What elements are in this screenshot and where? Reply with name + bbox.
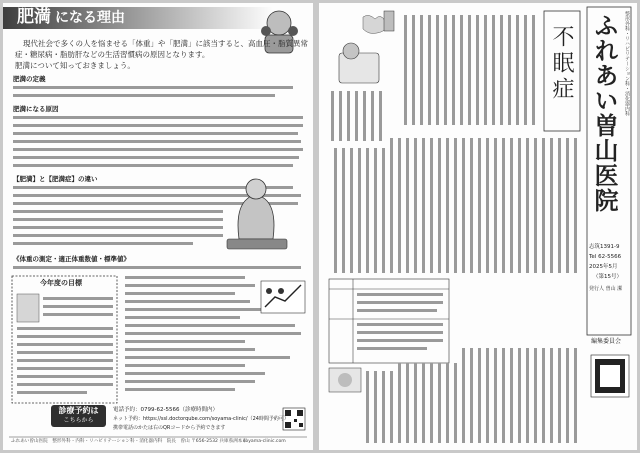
progress-chart-icon: [261, 281, 305, 313]
caption-illustration: [329, 368, 361, 392]
definition-text-block: [13, 86, 293, 97]
definition-heading: 肥満の定義: [13, 75, 46, 83]
contact-url[interactable]: ネット予約：https://ssl.doctorqube.com/soyama-clinic/（24時間予約可）: [113, 416, 289, 422]
intro-line-1: 現代社会で多くの人を悩ませる「体重」や「肥満」に該当すると、高血圧・脂質異常: [23, 39, 308, 48]
goal-box-text: [17, 294, 113, 394]
intro-line-3: 肥満について知っておきましょう。: [15, 61, 135, 70]
left-page-art: [3, 3, 313, 450]
bottom-text-columns: [366, 348, 577, 443]
editor-stamp: [591, 355, 629, 397]
right-page: [319, 3, 637, 450]
left-page: [3, 3, 313, 450]
measures-text-block: [13, 266, 301, 269]
doctor-photo: [17, 294, 39, 322]
causes-text-block: [13, 116, 303, 167]
masthead-tel: Tel 62-5566: [589, 254, 622, 260]
sleeping-person-illustration: [339, 11, 394, 83]
headline-subtitle: になる理由: [55, 10, 125, 26]
masthead-date: 2025年5月: [589, 264, 618, 270]
masthead-editor: 編集委員会: [591, 338, 622, 345]
masthead-specialties: 整形外科・リハビリテーション科・消化器内科: [624, 11, 630, 116]
consult-banner[interactable]: [51, 405, 106, 427]
intro-line-2: 症・糖尿病・脂肪肝などの生活習慣病の原因となります。: [15, 50, 210, 59]
footer-text: ふれあい曽山医院 整形外科・内科・リハビリテーション科・消化器内科 院長 曽山 〒656-2532 兵庫県洲本市: [11, 439, 247, 444]
types-heading: 【肥満】と【肥満症】の違い: [13, 175, 98, 183]
topic-title: 不眠症: [549, 25, 574, 103]
consult-banner-label: 診療予約は: [58, 406, 99, 415]
footer-url[interactable]: soyama-clinic.com: [243, 439, 286, 444]
measures-heading: 《体重の測定・適正体重数値・標準値》: [13, 255, 130, 263]
headline-title: 肥満: [17, 7, 51, 27]
weight-scale-illustration: [227, 179, 287, 249]
consult-banner-label-2: こちらから: [63, 417, 94, 424]
contact-url-note: 携帯電話のかたは右のQRコードから予約できます: [113, 425, 226, 431]
goal-box-title: 今年度の目標: [37, 280, 85, 287]
masthead-title: ふれあい曽山医院: [590, 13, 618, 213]
info-table: [329, 279, 449, 363]
causes-heading: 肥満になる原因: [13, 105, 59, 113]
masthead-address: 志筑1391-9: [589, 244, 620, 250]
masthead-number: （第15号）: [593, 274, 622, 280]
masthead-publisher: 発行人 曽山 潔: [589, 286, 623, 292]
contact-phone: 電話予約：0799-62-5566（診療時間内）: [113, 407, 218, 413]
